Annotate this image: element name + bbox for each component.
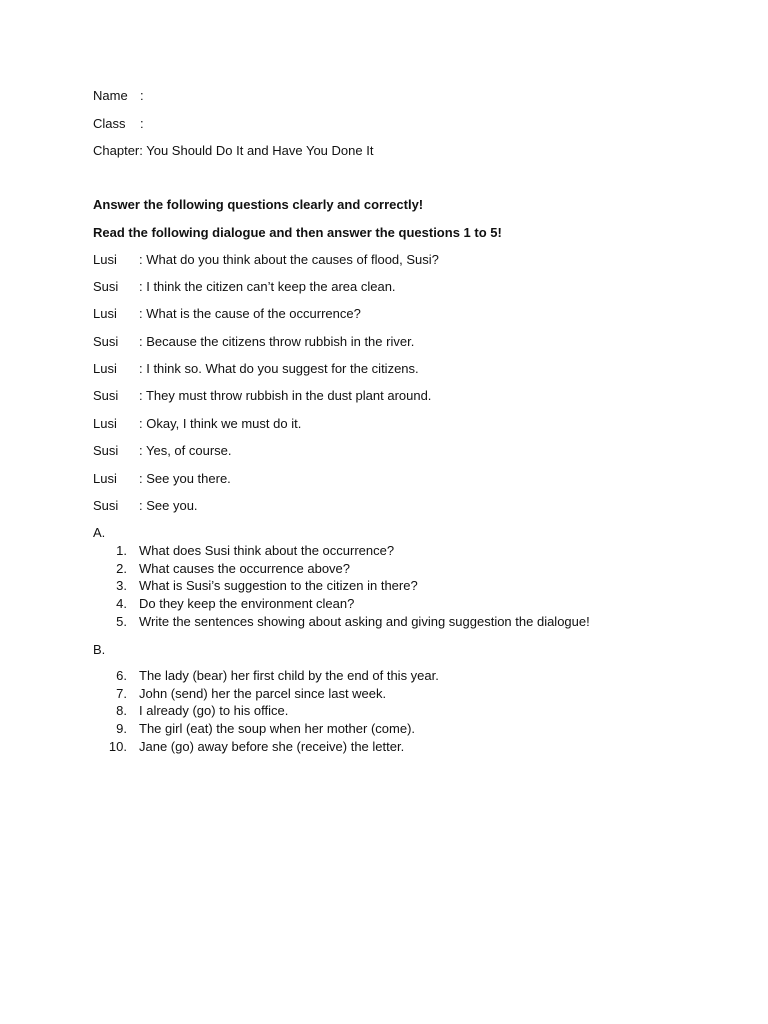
question-text: What does Susi think about the occurrence? xyxy=(139,543,395,558)
dialogue-speaker: Susi xyxy=(93,388,119,403)
dialogue-speaker: Susi xyxy=(93,498,119,513)
question-number: 10. xyxy=(108,739,127,754)
question-number: 8. xyxy=(116,703,127,718)
name-line xyxy=(93,88,144,104)
dialogue-text: : What do you think about the causes of flood, Susi? xyxy=(139,252,439,267)
class-line xyxy=(93,116,144,132)
dialogue-text: : They must throw rubbish in the dust plant around. xyxy=(139,388,432,403)
question-text: John (send) her the parcel since last week. xyxy=(139,686,387,701)
dialogue-text: : Yes, of course. xyxy=(139,443,232,458)
question-text: Write the sentences showing about asking and giving suggestion the dialogue! xyxy=(139,614,590,629)
question-number: 7. xyxy=(116,686,127,701)
section-b-label: B. xyxy=(93,642,106,657)
dialogue-text: : Because the citizens throw rubbish in the river. xyxy=(139,334,415,349)
dialogue-speaker: Lusi xyxy=(93,252,117,267)
question-text: Jane (go) away before she (receive) the letter. xyxy=(139,739,405,754)
dialogue-speaker: Lusi xyxy=(93,416,117,431)
question-number: 6. xyxy=(116,668,127,683)
dialogue-text: : What is the cause of the occurrence? xyxy=(139,306,361,321)
question-text: What causes the occurrence above? xyxy=(139,561,351,576)
question-text: I already (go) to his office. xyxy=(139,703,289,718)
instruction-2: Read the following dialogue and then answer the questions 1 to 5! xyxy=(93,225,502,240)
class-colon: : xyxy=(140,116,144,131)
dialogue-text: : Okay, I think we must do it. xyxy=(139,416,302,431)
question-number: 5. xyxy=(116,614,127,629)
question-text: Do they keep the environment clean? xyxy=(139,596,355,611)
question-number: 3. xyxy=(116,578,127,593)
section-a-label: A. xyxy=(93,525,106,540)
dialogue-speaker: Susi xyxy=(93,443,119,458)
instruction-1: Answer the following questions clearly and correctly! xyxy=(93,197,424,212)
dialogue-text: : See you there. xyxy=(139,471,231,486)
name-label: Name xyxy=(93,88,128,103)
dialogue-speaker: Lusi xyxy=(93,471,117,486)
dialogue-text: : I think the citizen can’t keep the area clean. xyxy=(139,279,396,294)
dialogue-text: : I think so. What do you suggest for the citizens. xyxy=(139,361,419,376)
question-text: What is Susi’s suggestion to the citizen in there? xyxy=(139,578,418,593)
question-number: 9. xyxy=(116,721,127,736)
name-colon: : xyxy=(140,88,144,103)
dialogue-speaker: Susi xyxy=(93,279,119,294)
class-label: Class xyxy=(93,116,126,131)
dialogue-text: : See you. xyxy=(139,498,198,513)
question-number: 4. xyxy=(116,596,127,611)
question-number: 1. xyxy=(116,543,127,558)
chapter-title: Chapter: You Should Do It and Have You Done It xyxy=(93,143,374,158)
question-text: The lady (bear) her first child by the end of this year. xyxy=(139,668,439,683)
question-text: The girl (eat) the soup when her mother (come). xyxy=(139,721,416,736)
question-number: 2. xyxy=(116,561,127,576)
dialogue-speaker: Lusi xyxy=(93,361,117,376)
dialogue-speaker: Lusi xyxy=(93,306,117,321)
dialogue-speaker: Susi xyxy=(93,334,119,349)
